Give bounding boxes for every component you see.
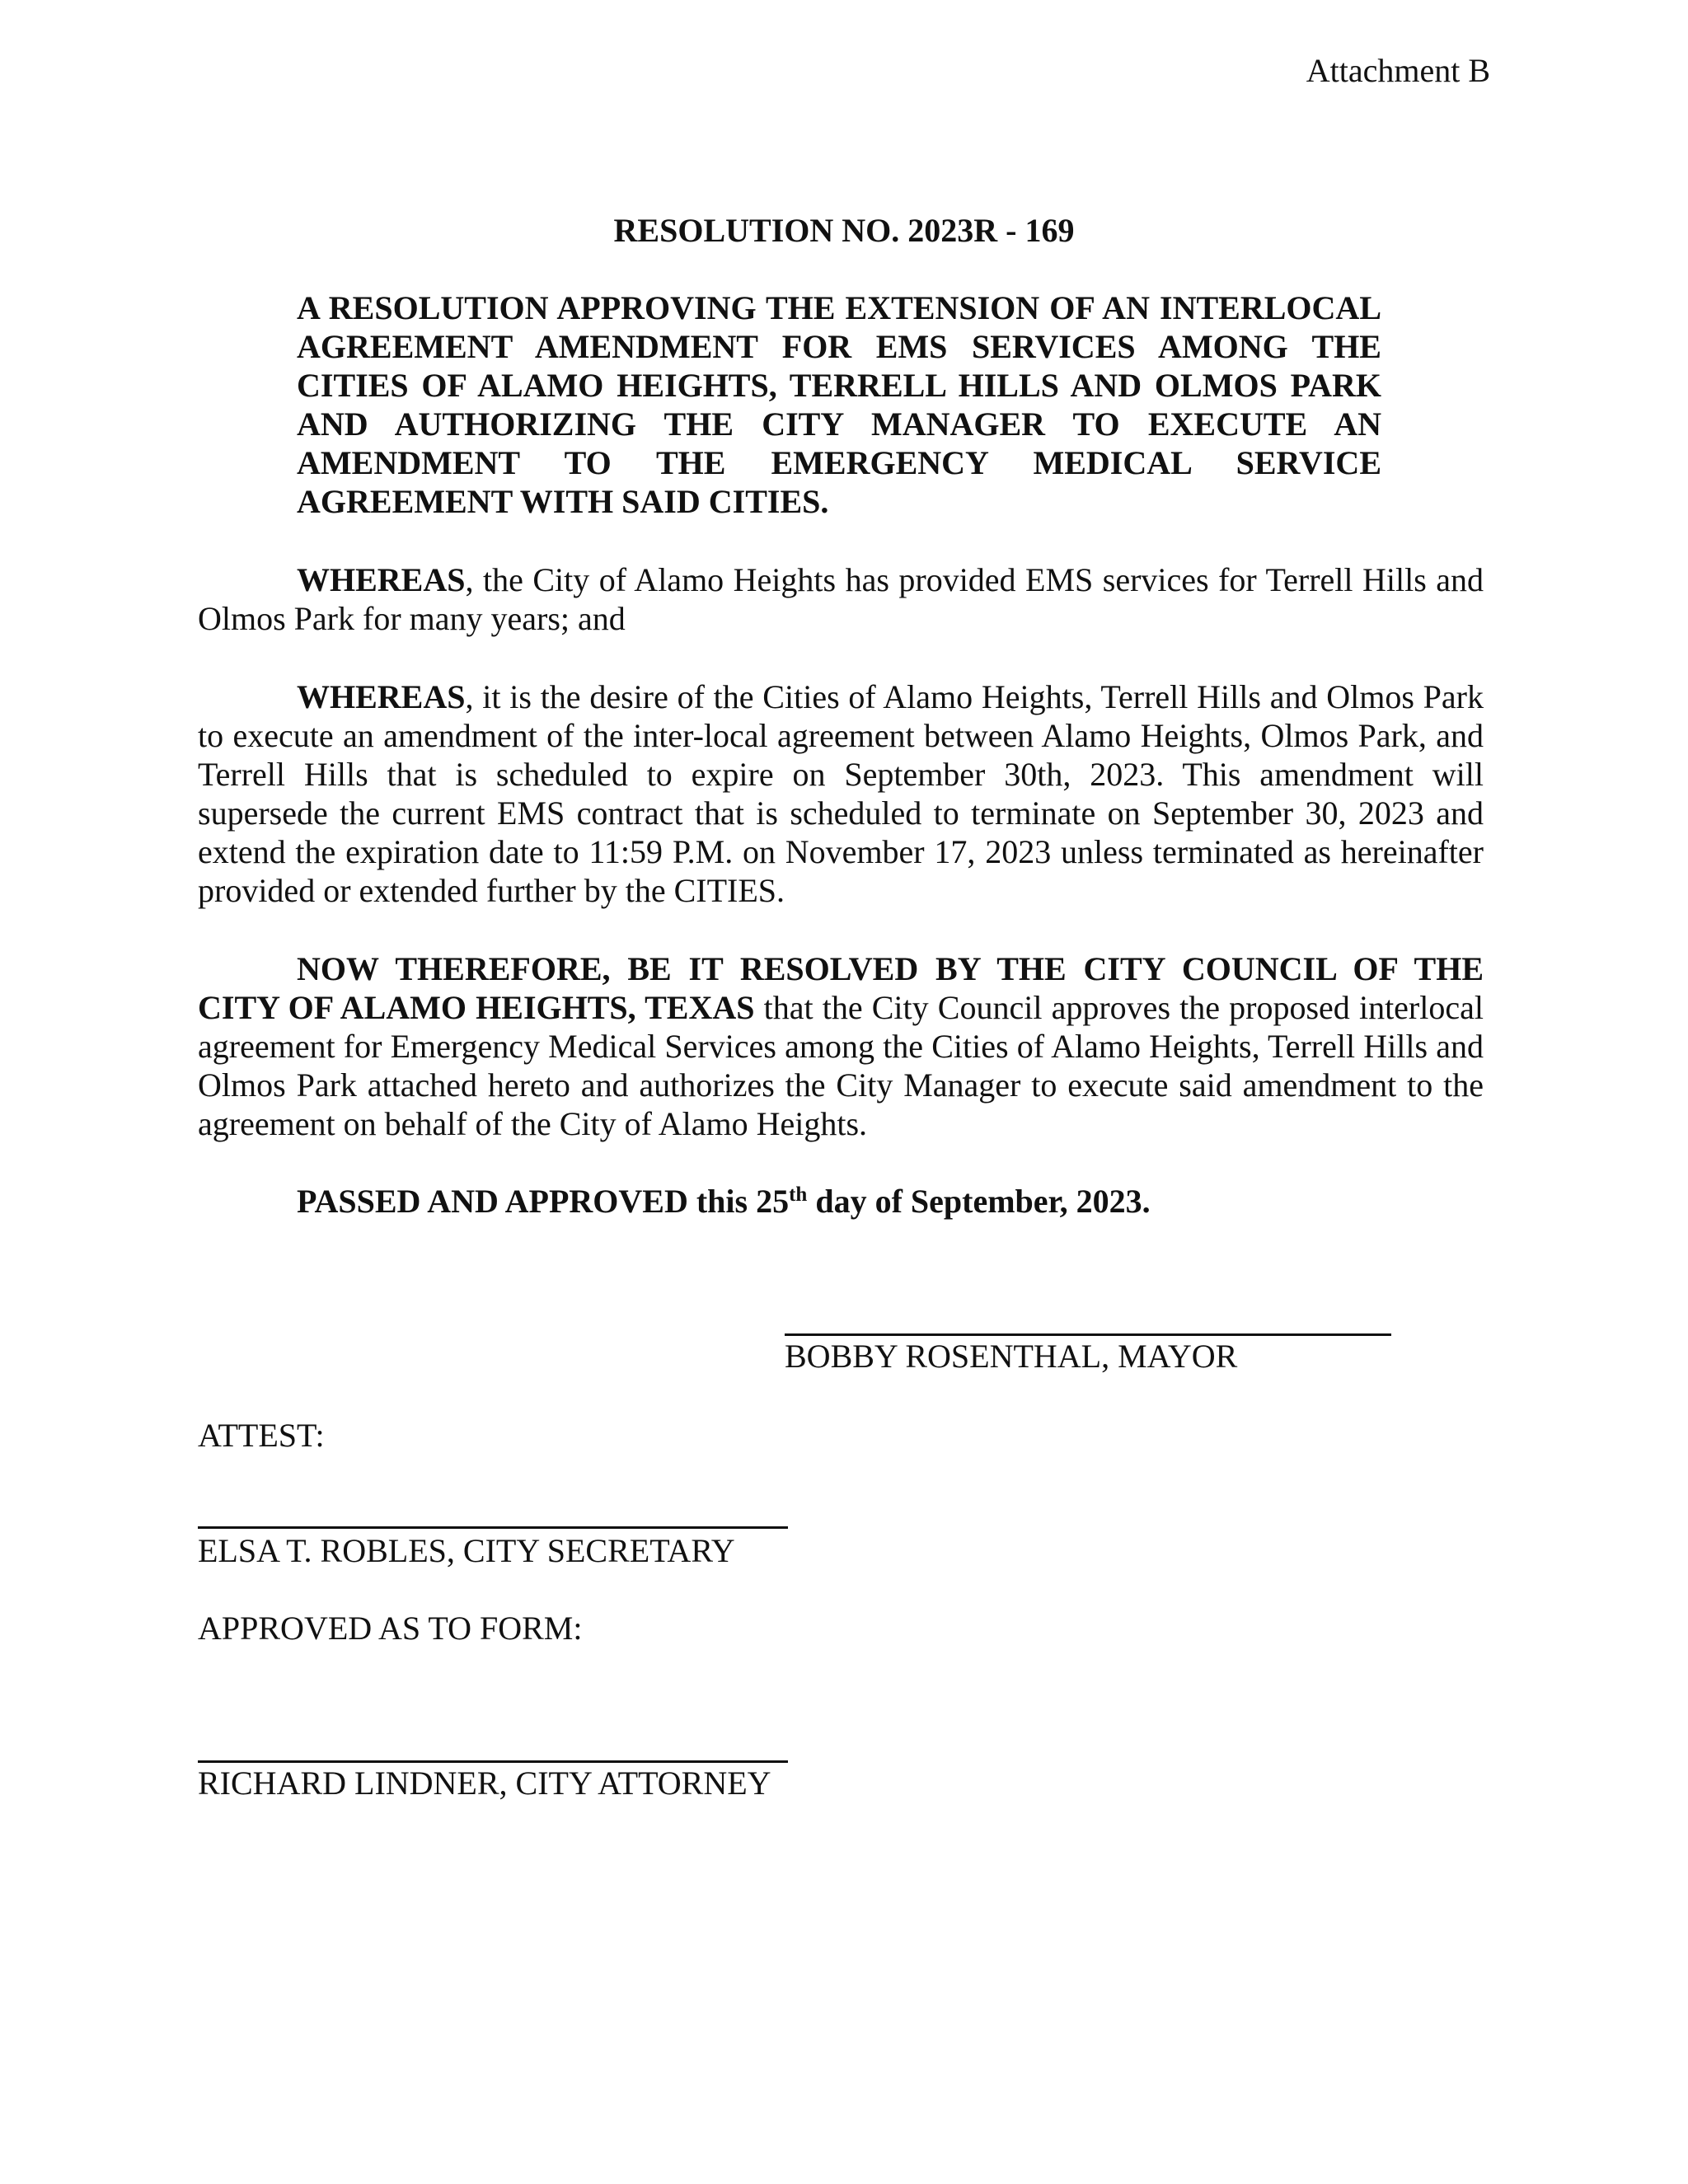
attorney-signature-line <box>198 1760 788 1763</box>
resolution-number: RESOLUTION NO. 2023R - 169 <box>613 212 1075 249</box>
whereas-text: , the City of Alamo Heights has provided EMS services for Terrell Hills and Olmos Park for many years; and <box>198 561 1484 637</box>
whereas-text: , it is the desire of the Cities of Alamo Heights, Terrell Hills and Olmos Park to execute an amendment of the inter-local agreement between Alamo Heights, Olmos Park, and Terrell Hills that is scheduled to expire on September 30th, 2023. This amendment will supersede the current EMS contract that is scheduled to terminate on September 30, 2023 and extend the expiration date to 11:59 P.M. on November 17, 2023 unless terminated as hereinafter provided or extended further by the CITIES. <box>198 678 1484 909</box>
passed-text: PASSED AND APPROVED this 25 <box>297 1183 790 1220</box>
whereas-paragraph-2 <box>198 677 1484 910</box>
whereas-lead: WHEREAS <box>297 678 466 715</box>
whereas-paragraph-1 <box>198 560 1484 638</box>
attorney-name: RICHARD LINDNER, CITY ATTORNEY <box>198 1765 771 1802</box>
passed-date: day of September, 2023. <box>807 1183 1151 1220</box>
attest-label: ATTEST: <box>198 1417 325 1454</box>
resolved-text: that the City Council approves the proposed interlocal agreement for Emergency Medical Services among the Cities of Alamo Heights, Terrell Hills and Olmos Park attached hereto and authorizes the City Manager to execute said amendment to the agreement on behalf of the City of Alamo Heights. <box>198 989 1484 1142</box>
approved-as-to-form-label: APPROVED AS TO FORM: <box>198 1610 583 1647</box>
mayor-signature-line <box>785 1333 1391 1336</box>
attachment-label: Attachment B <box>1306 52 1490 89</box>
resolved-paragraph <box>198 949 1484 1143</box>
whereas-lead: WHEREAS <box>297 561 466 598</box>
mayor-name: BOBBY ROSENTHAL, MAYOR <box>785 1338 1238 1375</box>
ordinal-suffix: th <box>789 1183 808 1206</box>
resolution-title: A RESOLUTION APPROVING THE EXTENSION OF AN INTERLOCAL AGREEMENT AMENDMENT FOR EMS SERVICES AMONG THE CITIES OF ALAMO HEIGHTS, TERRELL HILLS AND OLMOS PARK AND AUTHORIZING THE CITY MANAGER TO EXECUTE AN AMENDMENT TO THE EMERGENCY MEDICAL SERVICE AGREEMENT WITH SAID CITIES. <box>297 289 1381 520</box>
secretary-name: ELSA T. ROBLES, CITY SECRETARY <box>198 1532 735 1569</box>
secretary-signature-line <box>198 1526 788 1529</box>
resolved-lead: NOW THEREFORE, BE IT RESOLVED BY THE CITY COUNCIL OF THE CITY OF ALAMO HEIGHTS, TEXAS <box>198 950 1484 1026</box>
passed-approved-line <box>297 1182 1151 1221</box>
